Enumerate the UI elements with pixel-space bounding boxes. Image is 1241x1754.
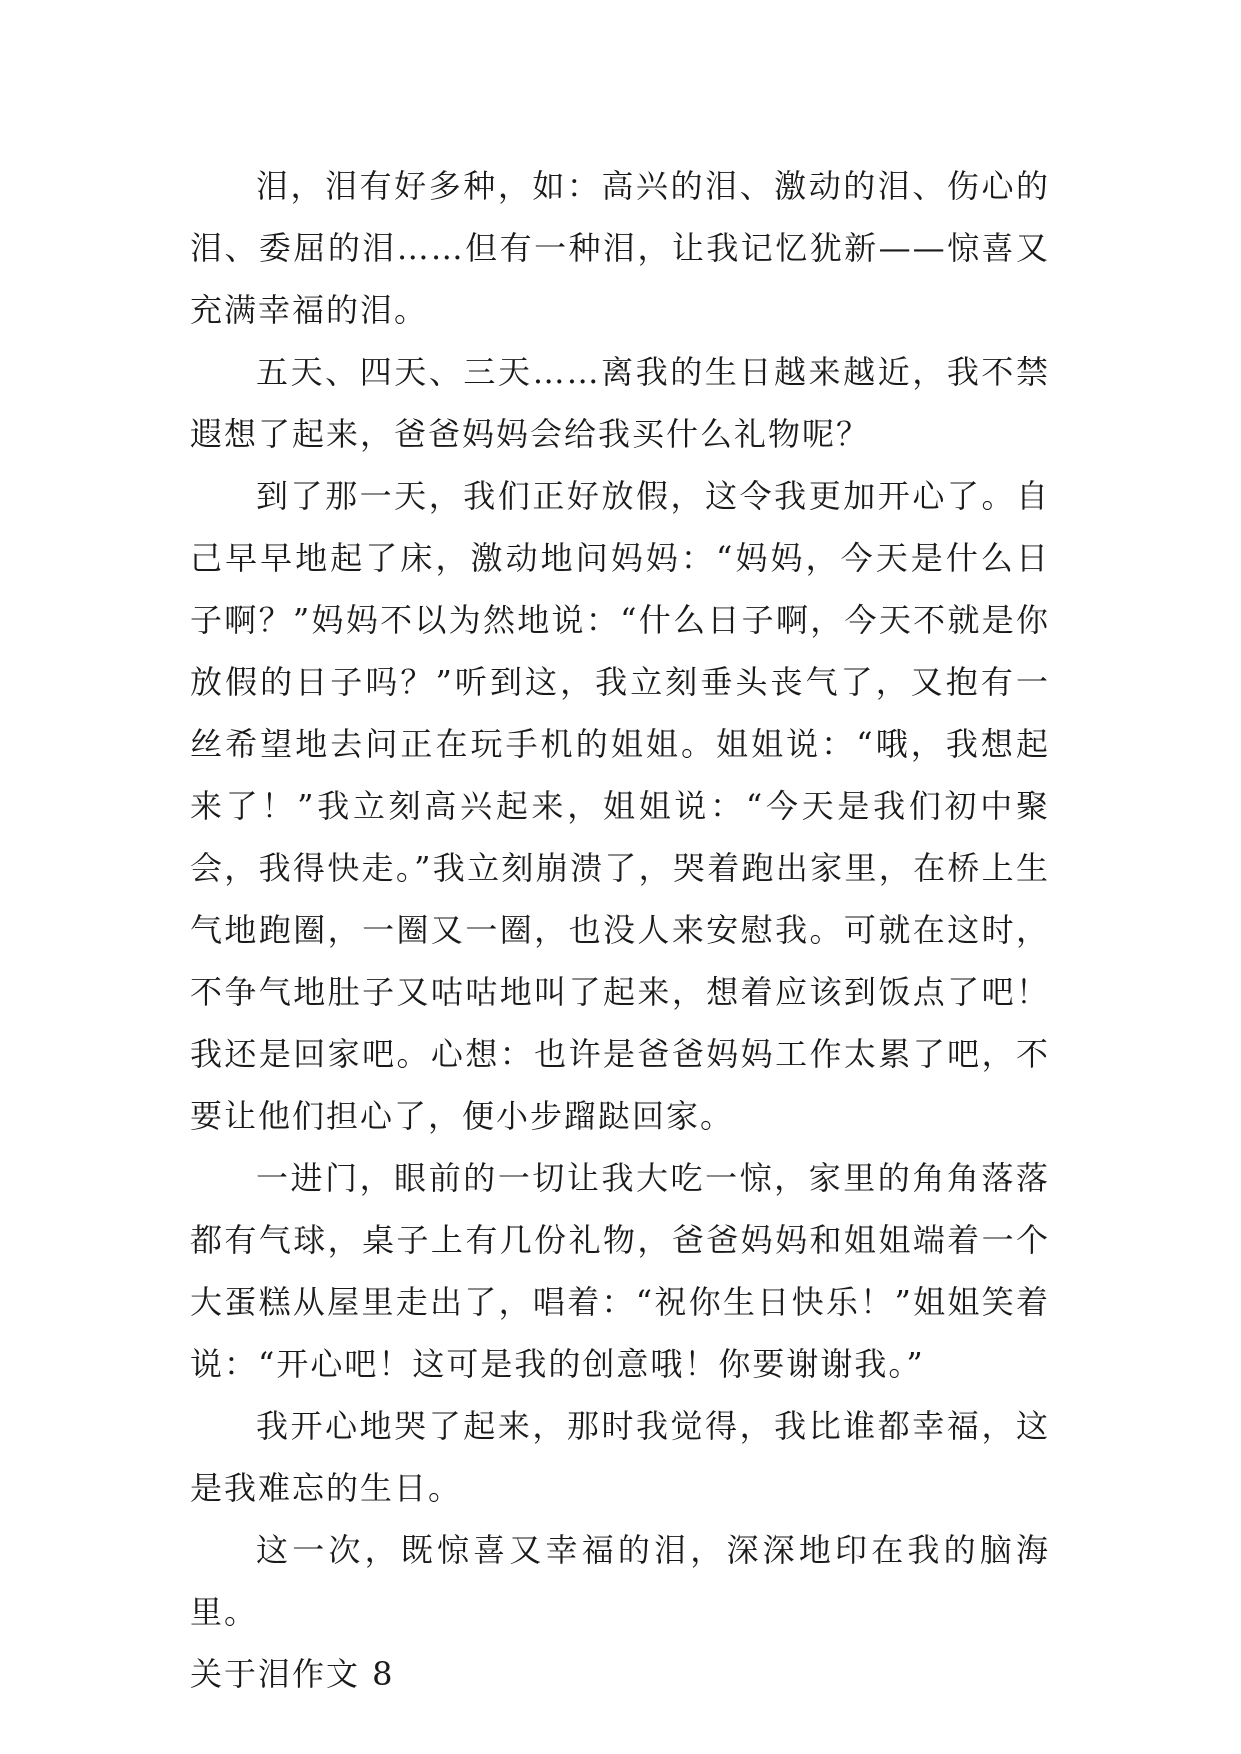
paragraph-surprise: 一进门，眼前的一切让我大吃一惊，家里的角角落落都有气球，桌子上有几份礼物，爸爸妈妈和姐姐端着一个大蛋糕从屋里走出了，唱着：“祝你生日快乐！”姐姐笑着说：“开心吧！这可是我的创意哦！你要谢谢我。” bbox=[190, 1159, 1050, 1383]
essay-body bbox=[190, 155, 1050, 1705]
paragraph-countdown: 五天、四天、三天……离我的生日越来越近，我不禁遐想了起来，爸爸妈妈会给我买什么礼物呢？ bbox=[190, 353, 1050, 453]
paragraph-birthday-morning: 到了那一天，我们正好放假，这令我更加开心了。自己早早地起了床，激动地问妈妈：“妈妈，今天是什么日子啊？”妈妈不以为然地说：“什么日子啊，今天不就是你放假的日子吗？”听到这，我立刻垂头丧气了，又抱有一丝希望地去问正在玩手机的姐姐。姐姐说：“哦，我想起来了！”我立刻高兴起来，姐姐说：“今天是我们初中聚会，我得快走。”我立刻崩溃了，哭着跑出家里，在桥上生气地跑圈，一圈又一圈，也没人来安慰我。可就在这时，不争气地肚子又咕咕地叫了起来，想着应该到饭点了吧！我还是回家吧。心想：也许是爸爸妈妈工作太累了吧，不要让他们担心了，便小步蹓跶回家。 bbox=[190, 477, 1050, 1135]
paragraph-intro: 泪，泪有好多种，如：高兴的泪、激动的泪、伤心的泪、委屈的泪……但有一种泪，让我记忆犹新——惊喜又充满幸福的泪。 bbox=[190, 167, 1050, 329]
next-essay-heading: 关于泪作文 8 bbox=[190, 1655, 395, 1693]
paragraph-conclusion: 这一次，既惊喜又幸福的泪，深深地印在我的脑海里。 bbox=[190, 1531, 1050, 1631]
paragraph-happy-tears: 我开心地哭了起来，那时我觉得，我比谁都幸福，这是我难忘的生日。 bbox=[190, 1407, 1050, 1507]
